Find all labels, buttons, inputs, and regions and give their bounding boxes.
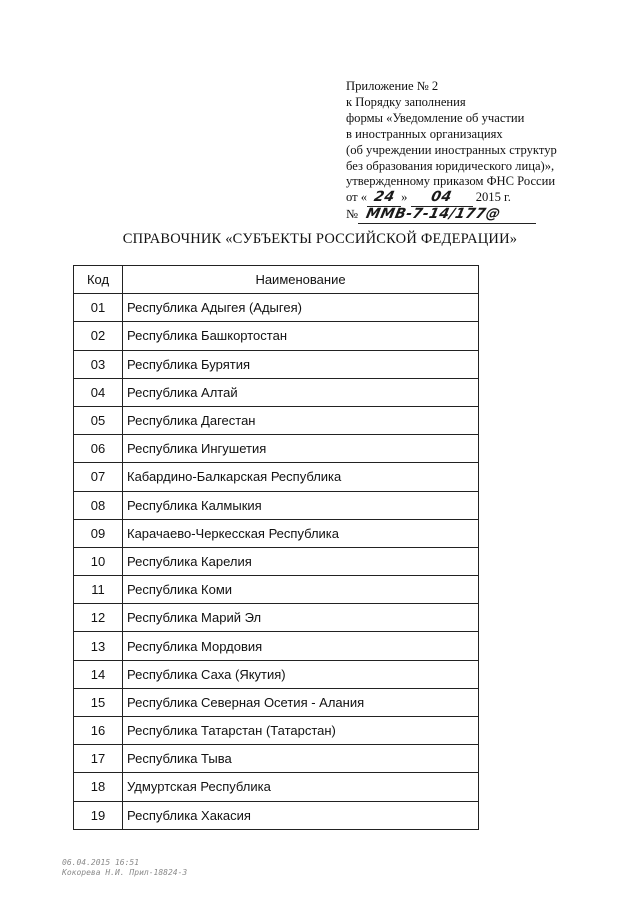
date-separator: » bbox=[401, 190, 408, 205]
name-cell: Республика Калмыкия bbox=[123, 491, 479, 519]
name-cell: Республика Адыгея (Адыгея) bbox=[123, 294, 479, 322]
name-cell: Удмуртская Республика bbox=[123, 773, 479, 801]
table-row bbox=[74, 660, 479, 688]
header-line: (об учреждении иностранных структур bbox=[346, 142, 557, 157]
table-row bbox=[74, 435, 479, 463]
name-cell: Республика Саха (Якутия) bbox=[123, 660, 479, 688]
handwritten-month: 04 bbox=[429, 189, 454, 206]
table-row bbox=[74, 773, 479, 801]
name-cell: Республика Ингушетия bbox=[123, 435, 479, 463]
code-cell: 14 bbox=[74, 660, 123, 688]
order-number-line bbox=[346, 207, 606, 224]
name-cell: Республика Карелия bbox=[123, 547, 479, 575]
footer-author: Кокорева Н.И. Прил-18824-3 bbox=[62, 868, 188, 877]
subjects-table bbox=[73, 265, 479, 830]
table-row bbox=[74, 406, 479, 434]
header-line: в иностранных организациях bbox=[346, 126, 503, 141]
code-cell: 15 bbox=[74, 688, 123, 716]
code-cell: 07 bbox=[74, 463, 123, 491]
table-row bbox=[74, 745, 479, 773]
column-header-name: Наименование bbox=[123, 266, 479, 294]
name-cell: Республика Коми bbox=[123, 576, 479, 604]
table-row bbox=[74, 632, 479, 660]
document-title: СПРАВОЧНИК «СУБЪЕКТЫ РОССИЙСКОЙ ФЕДЕРАЦИИ» bbox=[122, 231, 518, 247]
code-cell: 17 bbox=[74, 745, 123, 773]
code-cell: 13 bbox=[74, 632, 123, 660]
table-row bbox=[74, 519, 479, 547]
table-row bbox=[74, 801, 479, 829]
header-line: к Порядку заполнения bbox=[346, 94, 466, 109]
name-cell: Республика Дагестан bbox=[123, 406, 479, 434]
name-cell: Республика Мордовия bbox=[123, 632, 479, 660]
name-cell: Республика Северная Осетия - Алания bbox=[123, 688, 479, 716]
table-row bbox=[74, 688, 479, 716]
handwritten-day: 24 bbox=[372, 189, 397, 206]
code-cell: 03 bbox=[74, 350, 123, 378]
header-line: формы «Уведомление об участии bbox=[346, 110, 525, 125]
header-line: Приложение № 2 bbox=[346, 79, 439, 93]
table-header-row bbox=[74, 266, 479, 294]
code-cell: 04 bbox=[74, 378, 123, 406]
code-cell: 01 bbox=[74, 294, 123, 322]
name-cell: Республика Татарстан (Татарстан) bbox=[123, 717, 479, 745]
code-cell: 19 bbox=[74, 801, 123, 829]
code-cell: 16 bbox=[74, 717, 123, 745]
name-cell: Республика Тыва bbox=[123, 745, 479, 773]
table-row bbox=[74, 378, 479, 406]
table-row bbox=[74, 322, 479, 350]
code-cell: 11 bbox=[74, 576, 123, 604]
name-cell: Республика Башкортостан bbox=[123, 322, 479, 350]
code-cell: 10 bbox=[74, 547, 123, 575]
name-cell: Кабардино-Балкарская Республика bbox=[123, 463, 479, 491]
code-cell: 18 bbox=[74, 773, 123, 801]
table-row bbox=[74, 717, 479, 745]
code-cell: 12 bbox=[74, 604, 123, 632]
code-cell: 06 bbox=[74, 435, 123, 463]
footer-timestamp: 06.04.2015 16:51 bbox=[62, 858, 140, 867]
name-cell: Республика Марий Эл bbox=[123, 604, 479, 632]
name-cell: Республика Бурятия bbox=[123, 350, 479, 378]
name-cell: Республика Алтай bbox=[123, 378, 479, 406]
print-footer bbox=[62, 858, 187, 878]
name-cell: Карачаево-Черкесская Республика bbox=[123, 519, 479, 547]
table-row bbox=[74, 604, 479, 632]
header-line: утвержденному приказом ФНС России bbox=[346, 174, 556, 189]
code-cell: 09 bbox=[74, 519, 123, 547]
code-cell: 02 bbox=[74, 322, 123, 350]
code-cell: 08 bbox=[74, 491, 123, 519]
approval-header bbox=[346, 79, 606, 224]
order-date-line bbox=[346, 190, 606, 207]
date-year: 2015 г. bbox=[475, 190, 511, 205]
date-prefix: от « bbox=[346, 190, 368, 205]
table-row bbox=[74, 491, 479, 519]
name-cell: Республика Хакасия bbox=[123, 801, 479, 829]
table-row bbox=[74, 350, 479, 378]
table-row bbox=[74, 294, 479, 322]
number-prefix: № bbox=[346, 207, 359, 222]
handwritten-order-number: ММВ-7-14/177@ bbox=[364, 206, 503, 223]
header-line: без образования юридического лица)», bbox=[346, 158, 555, 173]
table-row bbox=[74, 463, 479, 491]
column-header-code: Код bbox=[74, 266, 123, 294]
table-row bbox=[74, 576, 479, 604]
table-row bbox=[74, 547, 479, 575]
code-cell: 05 bbox=[74, 406, 123, 434]
